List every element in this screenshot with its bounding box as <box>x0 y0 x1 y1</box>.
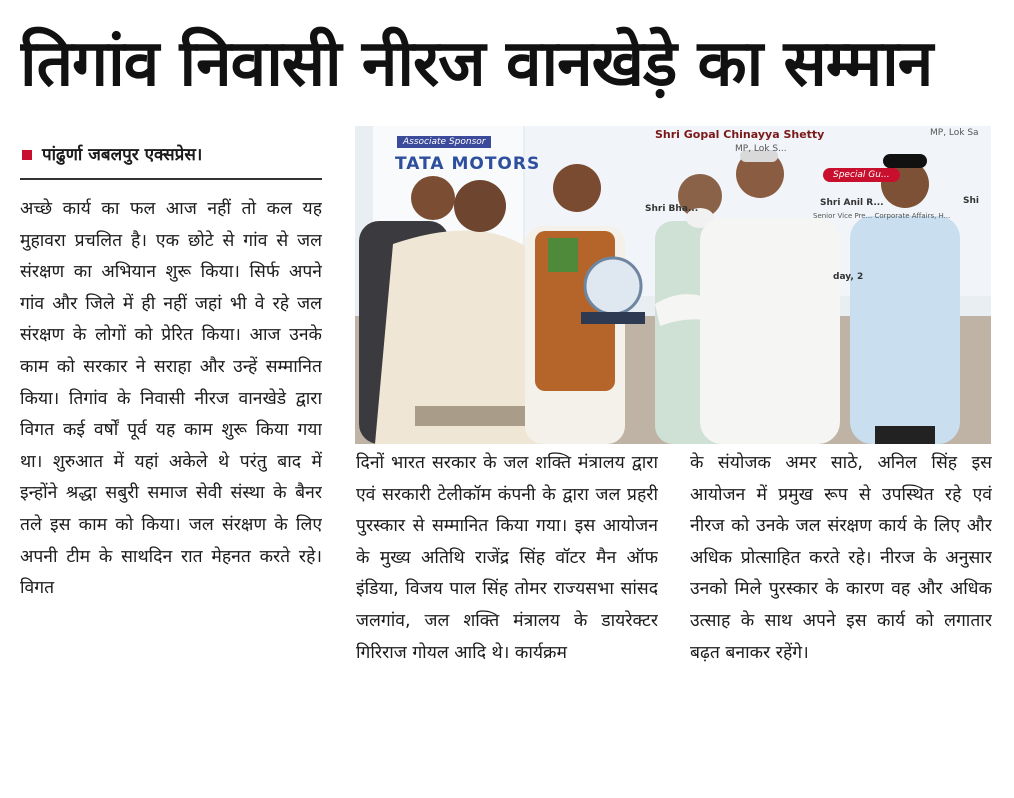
article-column-1: अच्छे कार्य का फल आज नहीं तो कल यह मुहावरा प्रचलित है। एक छोटे से गांव से जल संरक्षण का अभियान शुरू किया। सिर्फ अपने गांव और जिले में ही नहीं जहां भी वे रहे जल संरक्षण के लोगों को प्रेरित किया। आज उनके काम को सरकार ने सराहा और उन्हें सम्मानित किया। तिगांव के निवासी नीरज वानखेडे द्वारा विगत कई वर्षों पूर्व यह काम शुरू किया गया था। शुरुआत में यहां अकेले थे परंतु बाद में इन्होंने श्रद्धा सबुरी समाज सेवी संस्था के बैनर तले इस काम को किया। जल संरक्षण के लिए अपनी टीम के साथदिन रात मेहनत करते रहे। विगत <box>20 199 322 599</box>
banner-day-text: day, 2 <box>833 272 864 282</box>
byline <box>22 140 322 170</box>
special-guest-tag: Special Gu... <box>823 168 900 182</box>
award-plaque <box>585 258 641 314</box>
byline-rule <box>20 178 322 180</box>
bullet-square-icon <box>22 150 32 160</box>
sponsor-brand: TATA MOTORS <box>395 154 541 174</box>
banner-guest-name-3: Shi <box>963 196 979 206</box>
banner-guest-name-1: Shri Bha... <box>645 204 699 214</box>
person-blue-jacket <box>850 216 960 444</box>
banner-guest-name-2: Shri Anil R... <box>820 198 884 208</box>
plant-gift <box>548 238 578 272</box>
sponsor-tag: Associate Sponsor <box>397 136 491 148</box>
person-white-kurta <box>700 218 840 444</box>
award-base <box>581 312 645 324</box>
shawl-border <box>415 406 525 426</box>
dark-trousers <box>875 426 935 444</box>
black-hair <box>883 154 927 168</box>
banner-guest-name-2-sub: Senior Vice Pre... Corporate Affairs, H... <box>813 212 951 220</box>
article-column-2: दिनों भारत सरकार के जल शक्ति मंत्रालय द्वारा एवं सरकारी टेलीकॉम कंपनी के द्वारा जल प्रहरी पुरस्कार से सम्मानित किया गया। इस आयोजन के मुख्य अतिथि राजेंद्र सिंह वॉटर मैन ऑफ इंडिया, विजय पाल सिंह तोमर राज्यसभा सांसद जलगांव, जल शक्ति मंत्रालय के डायरेक्टर गिरिराज गोयल आदि थे। कार्यक्रम <box>356 453 658 663</box>
person-dark-jacket-head <box>411 176 455 220</box>
headline: तिगांव निवासी नीरज वानखेड़े का सम्मान <box>20 27 933 101</box>
person-orange-vest-head <box>553 164 601 212</box>
banner-name: Shri Gopal Chinayya Shetty <box>655 128 825 141</box>
person-shawl-head <box>454 180 506 232</box>
banner-name-sub: MP, Lok S... <box>735 144 787 154</box>
banner-right-text: MP, Lok Sa <box>930 128 979 138</box>
byline-text: पांढुर्णा जबलपुर एक्सप्रेस। <box>42 145 203 165</box>
award-ceremony-photo <box>355 126 991 444</box>
article-column-3: के संयोजक अमर साठे, अनिल सिंह इस आयोजन में प्रमुख रूप से उपस्थित रहे एवं नीरज को उनके जल संरक्षण कार्य के लिए और अधिक प्रोत्साहित करते रहे। नीरज के अनुसार उनको मिले पुरस्कार के कारण वह और अधिक उत्साह के साथ अपने इस कार्य को लगातार बढ़त बनाकर रहेंगे। <box>690 453 992 663</box>
